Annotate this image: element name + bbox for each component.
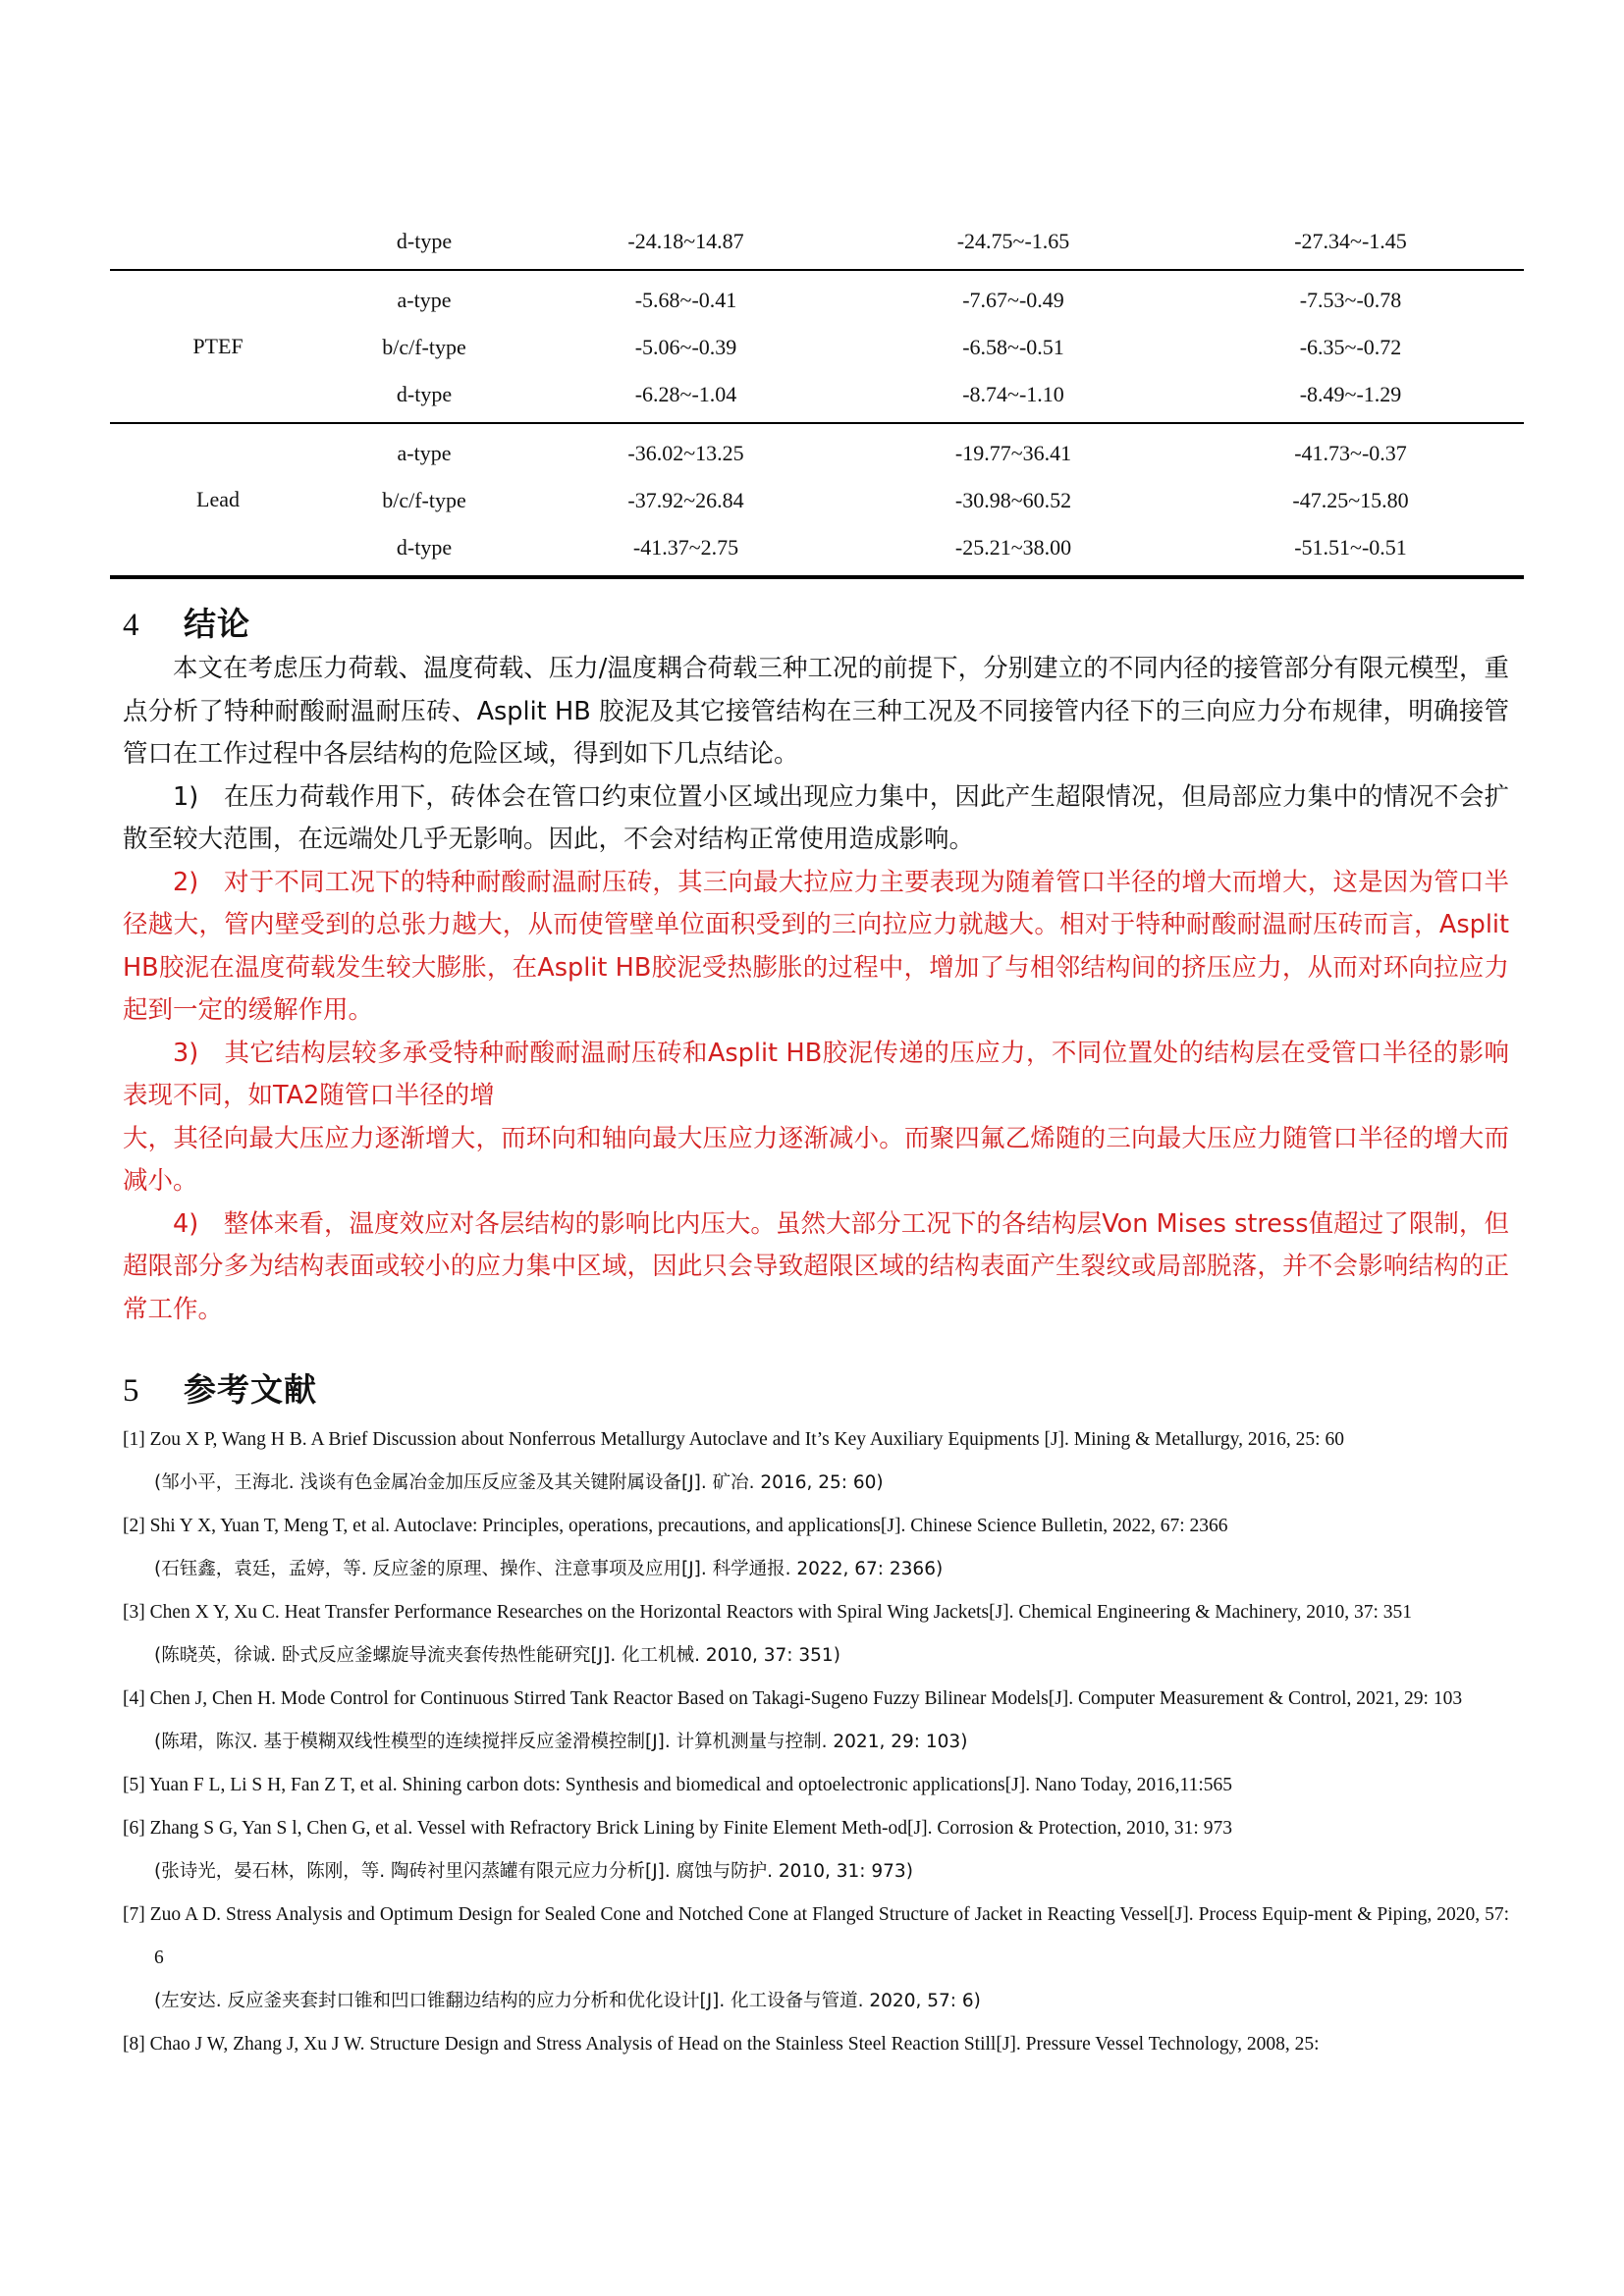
- table-cell-value: -5.06~-0.39: [634, 335, 737, 359]
- table-group-ptef: [110, 271, 1524, 422]
- table-cell-value: -8.49~-1.29: [1299, 382, 1402, 406]
- table-row: [110, 218, 1524, 265]
- table-cell-value: -41.37~2.75: [632, 535, 739, 560]
- reference-item: [123, 1764, 1509, 1807]
- table-cell-value: -30.98~60.52: [954, 488, 1072, 512]
- table-cell-value: -7.53~-0.78: [1299, 288, 1402, 312]
- table-cell-value: -7.67~-0.49: [962, 288, 1064, 312]
- reference-chinese: (陈珺，陈汉. 基于模糊双线性模型的连续搅拌反应釜滑模控制[J]. 计算机测量与控制. 2021, 29: 103): [154, 1732, 968, 1752]
- table-group-label: PTEF: [192, 334, 244, 358]
- section-heading-conclusion: [123, 599, 250, 645]
- table-cell-type: d-type: [396, 535, 453, 560]
- table-cell-value: -24.75~-1.65: [956, 229, 1070, 253]
- table-cell-type: a-type: [397, 441, 452, 465]
- reference-item: [123, 1894, 1509, 2023]
- reference-chinese: (张诗光，晏石林，陈刚，等. 陶砖衬里闪蒸罐有限元应力分析[J]. 腐蚀与防护. 2010, 31: 973): [154, 1861, 913, 1882]
- table-cell-value: -41.73~-0.37: [1294, 441, 1407, 465]
- reference-chinese: (陈晓英，徐诚. 卧式反应釜螺旋导流夹套传热性能研究[J]. 化工机械. 2010, 37: 351): [154, 1645, 840, 1666]
- table-cell-value: -6.58~-0.51: [962, 335, 1064, 359]
- table-cell-value: -8.74~-1.10: [962, 382, 1064, 406]
- table-cell-value: -25.21~38.00: [954, 535, 1072, 560]
- reference-item: [123, 2023, 1509, 2066]
- conclusion-point-2: 2) 对于不同工况下的特种耐酸耐温耐压砖，其三向最大拉应力主要表现为随着管口半径的增大而增大，这是因为管口半径越大，管内壁受到的总张力越大，从而使管壁单位面积受到的三向拉应力就越大。相对于特种耐酸耐温耐压砖而言，Asplit HB胶泥在温度荷载发生较大膨胀，在Asplit HB胶泥受热膨胀的过程中，增加了与相邻结构间的挤压应力，从而对环向拉应力起到一定的缓解作用。: [123, 867, 1509, 1025]
- reference-english: [5] Yuan F L, Li S H, Fan Z T, et al. Shining carbon dots: Synthesis and biomedical and optoelectronic applications[J]. Nano Today, 2016,11:565: [123, 1775, 1232, 1795]
- reference-english: [8] Chao J W, Zhang J, Xu J W. Structure Design and Stress Analysis of Head on the Stainless Steel Reaction Still[J]. Pressure Vessel Technology, 2008, 25:: [123, 2034, 1320, 2055]
- reference-english: [7] Zuo A D. Stress Analysis and Optimum Design for Sealed Cone and Notched Cone at Flanged Structure of Jacket in Reacting Vessel[J]. Process Equip-ment & Piping, 2020, 57: 6: [123, 1904, 1509, 1968]
- reference-english: [3] Chen X Y, Xu C. Heat Transfer Performance Researches on the Horizontal Reactors with Spiral Wing Jackets[J]. Chemical Engineering & Machinery, 2010, 37: 351: [123, 1602, 1412, 1623]
- conclusion-point-3a: 3) 其它结构层较多承受特种耐酸耐温耐压砖和Asplit HB胶泥传递的压应力，不同位置处的结构层在受管口半径的影响表现不同，如TA2随管口半径的增: [123, 1038, 1509, 1110]
- reference-english: [1] Zou X P, Wang H B. A Brief Discussion about Nonferrous Metallurgy Autoclave and It’s Key Auxiliary Equipments [J]. Mining & Metallurgy, 2016, 25: 60: [123, 1429, 1344, 1450]
- reference-item: [123, 1505, 1509, 1591]
- conclusion-point-3b: 大，其径向最大压应力逐渐增大，而环向和轴向最大压应力逐渐减小。而聚四氟乙烯随的三向最大压应力随管口半径的增大而减小。: [123, 1123, 1509, 1196]
- table-cell-type: d-type: [396, 382, 453, 406]
- conclusion-point-1: 1) 在压力荷载作用下，砖体会在管口约束位置小区域出现应力集中，因此产生超限情况，但局部应力集中的情况不会扩散至较大范围，在远端处几乎无影响。因此，不会对结构正常使用造成影响。: [123, 781, 1509, 854]
- section-title: 结论: [184, 605, 250, 643]
- reference-list: [123, 1418, 1509, 2066]
- reference-chinese: (左安达. 反应釜夹套封口锥和凹口锥翻边结构的应力分析和优化设计[J]. 化工设备与管道. 2020, 57: 6): [154, 1991, 981, 2011]
- table-group-top: [110, 218, 1524, 269]
- table-group-lead: [110, 424, 1524, 575]
- reference-english: [2] Shi Y X, Yuan T, Meng T, et al. Autoclave: Principles, operations, precautions, and applications[J]. Chinese Science Bulletin, 2022, 67: 2366: [123, 1516, 1228, 1536]
- conclusion-point-4: 4) 整体来看，温度效应对各层结构的影响比内压大。虽然大部分工况下的各结构层Von Mises stress值超过了限制，但超限部分多为结构表面或较小的应力集中区域，因此只会导致超限区域的结构表面产生裂纹或局部脱落，并不会影响结构的正常工作。: [123, 1208, 1509, 1324]
- section-title: 参考文献: [184, 1370, 317, 1409]
- table-bottom-rule: [110, 575, 1524, 579]
- table-cell-value: -37.92~26.84: [627, 488, 744, 512]
- reference-item: [123, 1418, 1509, 1505]
- section-number: 4: [123, 608, 140, 643]
- reference-english: [4] Chen J, Chen H. Mode Control for Continuous Stirred Tank Reactor Based on Takagi-Sugeno Fuzzy Bilinear Models[J]. Computer Measurement & Control, 2021, 29: 103: [123, 1688, 1463, 1709]
- table-cell-type: a-type: [397, 288, 452, 312]
- table-cell-value: -36.02~13.25: [627, 441, 744, 465]
- table-cell-type: b/c/f-type: [382, 335, 466, 359]
- reference-chinese: (石钰鑫，袁廷，孟婷，等. 反应釜的原理、操作、注意事项及应用[J]. 科学通报. 2022, 67: 2366): [154, 1559, 944, 1579]
- stress-table: [110, 218, 1524, 579]
- table-cell-value: -5.68~-0.41: [634, 288, 737, 312]
- conclusion-body: [123, 648, 1509, 1331]
- reference-english: [6] Zhang S G, Yan S l, Chen G, et al. Vessel with Refractory Brick Lining by Finite Element Meth-od[J]. Corrosion & Protection, 2010, 31: 973: [123, 1818, 1232, 1839]
- reference-item: [123, 1591, 1509, 1678]
- section-number: 5: [123, 1373, 140, 1409]
- table-group-label: Lead: [196, 487, 240, 511]
- reference-item: [123, 1807, 1509, 1894]
- table-cell-value: -47.25~15.80: [1292, 488, 1409, 512]
- section-heading-references: [123, 1364, 317, 1411]
- reference-chinese: (邹小平，王海北. 浅谈有色金属冶金加压反应釜及其关键附属设备[J]. 矿冶. 2016, 25: 60): [154, 1472, 884, 1493]
- table-cell-value: -51.51~-0.51: [1294, 535, 1407, 560]
- conclusion-intro: 本文在考虑压力荷载、温度荷载、压力/温度耦合荷载三种工况的前提下，分别建立的不同内径的接管部分有限元模型，重点分析了特种耐酸耐温耐压砖、Asplit HB 胶泥及其它接管结构在三种工况及不同接管内径下的三向应力分布规律，明确接管管口在工作过程中各层结构的危险区域，得到如下几点结论。: [123, 654, 1509, 769]
- reference-item: [123, 1678, 1509, 1764]
- table-cell-value: -6.35~-0.72: [1299, 335, 1402, 359]
- table-cell-type: b/c/f-type: [382, 488, 466, 512]
- table-cell-value: -24.18~14.87: [627, 229, 744, 253]
- table-cell-value: -27.34~-1.45: [1294, 229, 1407, 253]
- table-cell-type: d-type: [396, 229, 453, 253]
- table-cell-value: -19.77~36.41: [954, 441, 1072, 465]
- table-cell-value: -6.28~-1.04: [634, 382, 737, 406]
